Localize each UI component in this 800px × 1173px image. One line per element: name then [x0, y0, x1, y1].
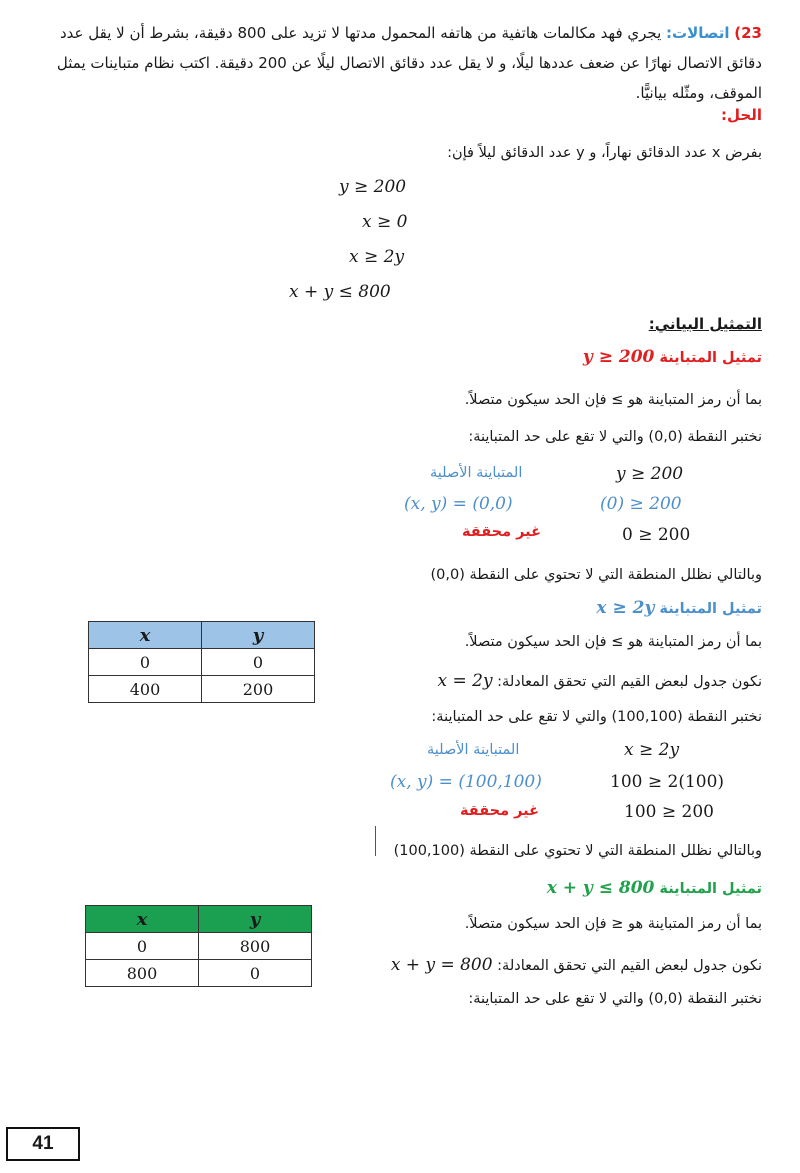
section1-conclusion: وبالتالي نظلل المنطقة التي لا تحتوي على النقطة (0,0) — [430, 567, 762, 583]
section3-line3: نختبر النقطة (0,0) والتي لا تقع على حد المتباينة: — [468, 991, 762, 1007]
section1-title — [583, 347, 762, 367]
section1-check-3-math: 0 ≥ 200 — [622, 525, 691, 545]
section3-table — [85, 905, 312, 987]
section2-check-2-math: 100 ≥ 2(100) — [610, 772, 725, 792]
table-row — [86, 960, 312, 987]
section2-line2 — [438, 671, 763, 691]
table-cell: 0 — [199, 960, 312, 987]
section3-equation: x + y = 800 — [390, 955, 493, 975]
page-number: 41 — [6, 1127, 80, 1161]
problem-statement — [42, 18, 762, 108]
table-row — [89, 676, 315, 703]
table-row — [86, 933, 312, 960]
system-line-4: x + y ≤ 800 — [289, 282, 391, 302]
section1-check-2-math: (0) ≥ 200 — [600, 494, 682, 514]
section1-line1: بما أن رمز المتباينة هو ≥ فإن الحد سيكون متصلاً. — [464, 392, 762, 408]
section3-title-math: x + y ≤ 800 — [546, 878, 655, 898]
section2-check-2-label: (x, y) = (100,100) — [390, 772, 542, 792]
section3-line2 — [391, 955, 762, 975]
system-line-3: x ≥ 2y — [349, 247, 405, 267]
section3-line1: بما أن رمز المتباينة هو ≤ فإن الحد سيكون متصلاً. — [464, 916, 762, 932]
section2-equation: x = 2y — [437, 671, 493, 691]
table-cell: 200 — [202, 676, 315, 703]
table-cell: 800 — [199, 933, 312, 960]
section2-title-text: تمثيل المتباينة — [659, 601, 762, 617]
problem-text: يجري فهد مكالمات هاتفية من هاتفه المحمول مدتها لا تزيد على 800 دقيقة، بشرط أن لا يقل عدد دقائق الاتصال نهارًا عن ضعف عددها ليلًا، و لا يقل عدد دقائق الاتصال ليلًا عن 200 دقيقة. اكتب نظام متباينات يمثل الموقف، ومثّله بيانيًّا. — [56, 24, 762, 102]
section1-title-text: تمثيل المتباينة — [659, 350, 762, 366]
table-cell: 0 — [86, 933, 199, 960]
table-header-y: y — [199, 906, 312, 933]
solution-label: الحل: — [721, 106, 762, 124]
section1-check-1-math: y ≥ 200 — [616, 464, 684, 484]
section3-line2-text: نكون جدول لبعض القيم التي تحقق المعادلة: — [497, 958, 762, 974]
section3-title-text: تمثيل المتباينة — [659, 881, 762, 897]
system-line-2: x ≥ 0 — [362, 212, 408, 232]
table-cell: 0 — [89, 649, 202, 676]
graph-heading: التمثيل البياني: — [648, 315, 762, 333]
problem-topic: اتصالات: — [666, 24, 730, 42]
section1-check-3-label: غير محققة — [462, 524, 541, 540]
section2-conclusion: وبالتالي نظلل المنطقة التي لا تحتوي على النقطة (100,100) — [393, 843, 762, 859]
section1-check-2-label: (x, y) = (0,0) — [404, 494, 513, 514]
section2-line1: بما أن رمز المتباينة هو ≥ فإن الحد سيكون متصلاً. — [464, 634, 762, 650]
system-line-1: y ≥ 200 — [339, 177, 407, 197]
section1-title-math: y ≥ 200 — [582, 347, 655, 367]
table-row — [89, 649, 315, 676]
problem-number: 23) — [734, 24, 762, 42]
section1-check-1-label: المتباينة الأصلية — [430, 465, 523, 481]
text-cursor — [375, 826, 376, 856]
table-cell: 400 — [89, 676, 202, 703]
section2-line2-text: نكون جدول لبعض القيم التي تحقق المعادلة: — [497, 674, 762, 690]
assumption-text: بفرض x عدد الدقائق نهاراً، و y عدد الدقائق ليلاً فإن: — [447, 145, 762, 161]
table-header-y: y — [202, 622, 315, 649]
section2-check-3-label: غير محققة — [460, 803, 539, 819]
table-cell: 0 — [202, 649, 315, 676]
section2-table — [88, 621, 315, 703]
section2-title — [596, 598, 762, 618]
section2-line3: نختبر النقطة (100,100) والتي لا تقع على حد المتباينة: — [431, 709, 762, 725]
section2-check-1-math: x ≥ 2y — [624, 740, 680, 760]
section2-title-math: x ≥ 2y — [596, 598, 655, 618]
section3-title — [547, 878, 762, 898]
table-cell: 800 — [86, 960, 199, 987]
table-header-x: x — [86, 906, 199, 933]
section1-line2: نختبر النقطة (0,0) والتي لا تقع على حد المتباينة: — [468, 429, 762, 445]
table-header-x: x — [89, 622, 202, 649]
section2-check-1-label: المتباينة الأصلية — [427, 742, 520, 758]
section2-check-3-math: 100 ≥ 200 — [624, 802, 714, 822]
